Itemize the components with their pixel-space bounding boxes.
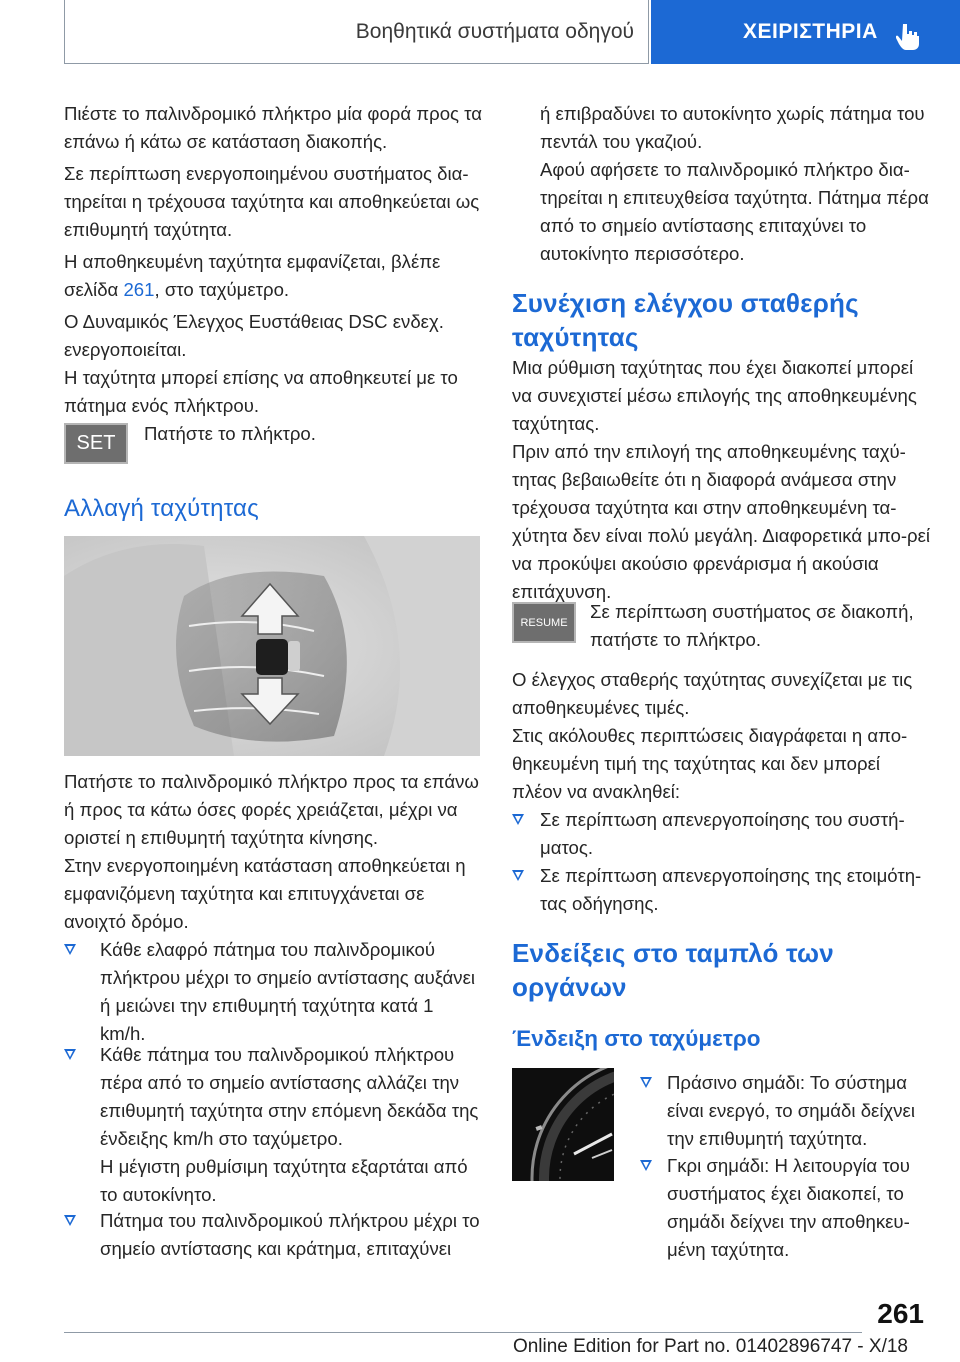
speedometer-dial-illustration xyxy=(512,1068,614,1181)
paragraph-check-difference: Πριν από την επιλογή της αποθηκευμένης ταχύ-τητας βεβαιωθείτε ότι η διαφορά ανάμεσα στην τρέχουσα ταχύτητα και στην αποθηκευμένη τα-χύτητα δεν είναι πολύ μεγάλη. Διαφορετικά μπο-ρεί να προκύψει ακούσιο φρενάρισμα ή ακούσια επιτάχυνση. xyxy=(512,441,931,602)
hand-pointer-icon xyxy=(896,22,922,50)
heading-resume-cruise: Συνέχιση ελέγχου σταθερής ταχύτητας xyxy=(512,288,859,352)
paragraph-system-active: Σε περίπτωση ενεργοποιημένου συστήματος δια-τηρείται η τρέχουσα ταχύτητα και αποθηκεύεται ως επιθυμητή ταχύτητα. xyxy=(64,163,480,240)
edition-note: Online Edition for Part no. 01402896747 - X/18 xyxy=(512,1336,908,1357)
bullet-triangle-icon xyxy=(640,1077,652,1088)
heading-instrument-cluster: Ενδείξεις στο ταμπλό των οργάνων xyxy=(512,938,834,1002)
bullet-triangle-icon xyxy=(64,1049,76,1060)
resume-instruction: Σε περίπτωση συστήματος σε διακοπή, πατήστε το πλήκτρο. xyxy=(590,601,914,650)
steering-wheel-photo xyxy=(64,536,480,756)
heading-speedometer-indicator: Ένδειξη στο ταχύμετρο xyxy=(512,1026,761,1051)
heading-change-speed: Αλλαγή ταχύτητας xyxy=(64,495,259,522)
section-label: Βοηθητικά συστήματα οδηγού xyxy=(355,19,634,43)
bullet-triangle-icon xyxy=(640,1160,652,1171)
paragraph-dsc: Ο Δυναμικός Έλεγχος Ευστάθειας DSC ενδεχ. ενεργοποιείται. xyxy=(64,311,444,360)
paragraph-release: Αφού αφήσετε το παλινδρομικό πλήκτρο δια-τηρείται η επιτευχθείσα ταχύτητα. Πάτημα πέρα από το σημείο αντίστασης επιταχύνει το αυτοκίνητο περισσότερο. xyxy=(540,159,929,264)
rocker-switch-illustration xyxy=(64,536,480,756)
page-link[interactable]: 261 xyxy=(123,279,155,300)
bullet-triangle-icon xyxy=(512,814,524,825)
resume-button-image: RESUME xyxy=(512,602,576,643)
bullet-light-press: Κάθε ελαφρό πάτημα του παλινδρομικού πλήκτρου μέχρι το σημείο αντίστασης αυξάνει ή μειώνει την επιθυμητή ταχύτητα κατά 1 km/h. xyxy=(100,939,476,1044)
bullet-max-speed-note: Η μέγιστη ρυθμίσιμη ταχύτητα εξαρτάται από το αυτοκίνητο. xyxy=(100,1156,468,1205)
bullet-triangle-icon xyxy=(64,1215,76,1226)
set-button-image: SET xyxy=(64,423,128,464)
stored-speed-text-end: , στο ταχύμετρο. xyxy=(154,279,290,300)
header-chapter-tab xyxy=(651,0,960,64)
paragraph-store-button: Η ταχύτητα μπορεί επίσης να αποθηκευτεί με το πάτημα ενός πλήκτρου. xyxy=(64,367,458,416)
bullet-grey-mark: Γκρι σημάδι: Η λειτουργία του συστήματος έχει διακοπεί, το σημάδι δείχνει την αποθηκευ-μένη ταχύτητα. xyxy=(667,1155,910,1260)
bullet-press-hold: Πάτημα του παλινδρομικού πλήκτρου μέχρι το σημείο αντίστασης και κράτημα, επιταχύνει xyxy=(100,1210,480,1259)
paragraph-stored-speed xyxy=(64,248,484,304)
bullet-system-off: Σε περίπτωση απενεργοποίησης του συστή-ματος. xyxy=(540,809,905,858)
bullet-triangle-icon xyxy=(64,944,76,955)
paragraph-activated-state: Στην ενεργοποιημένη κατάσταση αποθηκεύεται η εμφανιζόμενη ταχύτητα και επιτυγχάνεται σε ανοιχτό δρόμο. xyxy=(64,855,466,932)
bullet-drive-ready-off: Σε περίπτωση απενεργοποίησης της ετοιμότη-τας οδήγησης. xyxy=(540,865,922,914)
paragraph-cleared-cases: Στις ακόλουθες περιπτώσεις διαγράφεται η απο-θηκευμένη τιμή της ταχύτητας και δεν μπορεί πλέον να ανακληθεί: xyxy=(512,725,908,802)
paragraph-resume-values: Ο έλεγχος σταθερής ταχύτητας συνεχίζεται με τις αποθηκευμένες τιμές. xyxy=(512,669,913,718)
header-section-title xyxy=(64,0,649,64)
chapter-label: ΧΕΙΡΙΣΤΗΡΙΑ xyxy=(743,20,878,43)
set-instruction: Πατήστε το πλήκτρο. xyxy=(144,423,316,444)
page-number: 261 xyxy=(877,1298,924,1329)
paragraph-press-once: Πιέστε το παλινδρομικό πλήκτρο μία φορά προς τα επάνω ή κάτω σε κατάσταση διακοπής. xyxy=(64,103,482,152)
paragraph-resume-setting: Μια ρύθμιση ταχύτητας που έχει διακοπεί μπορεί να συνεχιστεί μέσω επιλογής της αποθηκευμένης ταχύτητας. xyxy=(512,357,917,434)
bullet-triangle-icon xyxy=(512,870,524,881)
stored-speed-text: Η αποθηκευμένη ταχύτητα εμφανίζεται, βλέπε σελίδα xyxy=(64,251,441,300)
bullet-green-mark: Πράσινο σημάδι: Το σύστημα είναι ενεργό, το σημάδι δείχνει την επιθυμητή ταχύτητα. xyxy=(667,1072,915,1149)
bullet-full-press: Κάθε πάτημα του παλινδρομικού πλήκτρου πέρα από το σημείο αντίστασης αλλάζει την επιθυμητή ταχύτητα στην επόμενη δεκάδα της ένδειξης km/h στο ταχύμετρο. xyxy=(100,1044,479,1149)
paragraph-decelerate: ή επιβραδύνει το αυτοκίνητο χωρίς πάτημα του πεντάλ του γκαζιού. xyxy=(540,103,925,152)
speedometer-photo xyxy=(512,1068,614,1181)
footer-divider xyxy=(64,1332,862,1333)
paragraph-press-rocker: Πατήστε το παλινδρομικό πλήκτρο προς τα επάνω ή προς τα κάτω όσες φορές χρειάζεται, μέχρι να οριστεί η επιθυμητή ταχύτητα κίνησης. xyxy=(64,771,479,848)
